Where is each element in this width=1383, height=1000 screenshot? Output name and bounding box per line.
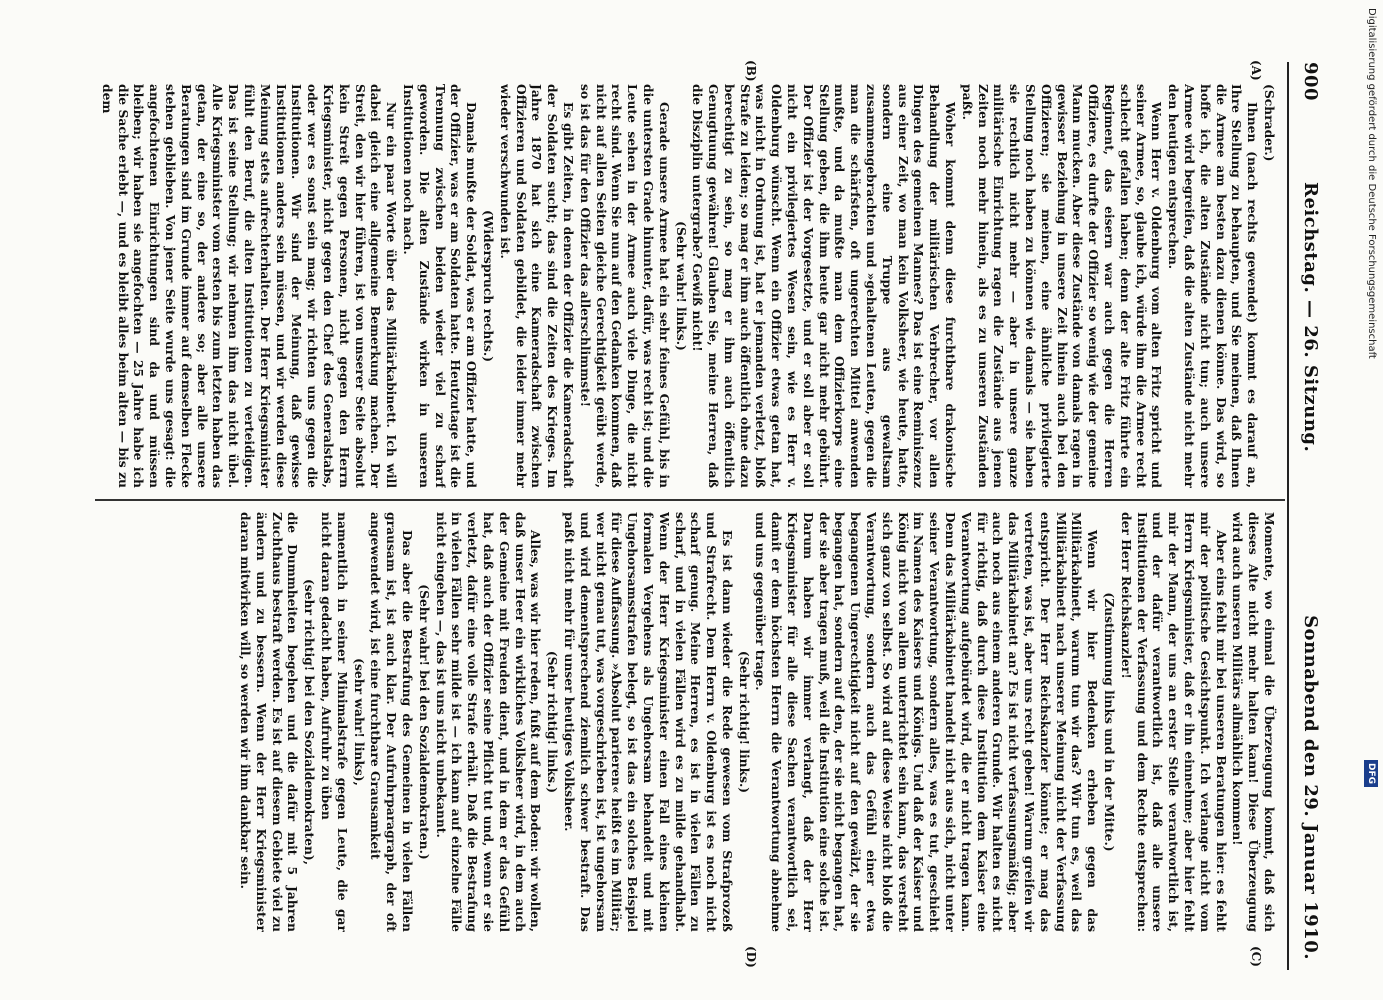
interjection: (Zustimmung links und in der Mitte.) — [1102, 592, 1118, 852]
paragraph: Nur ein paar Worte über das Militärkabinett. Ich will dabei gleich eine allgemeine Bemerkung machen. Der Streit, den wir hier führen, ist von unserer Seite absolut kein Streit gegen Personen, nicht gegen den Herrn Kriegsminister, nicht gegen den Chef des Generalstabs, oder wer es sonst sein mag; wir richten uns gegen die Institutionen. Wir sind der Meinung, daß gewisse Institutionen anders sein müssen, und wir werden diese Meinung stets aufrechterhalten. Der Herr Kriegsminister fühlt den Beruf, die alten Institutionen zu verteidigen. Das ist seine Stellung; wir nehmen ihm das nicht übel. Alle Kriegsminister vom ersten bis zum letzten haben das getan, der eine so, der andere so; aber alle unsere Beratungen sind im Grunde immer auf demselben Flecke stehen geblieben. Von jener Seite wurde uns gesagt: die angefochtenen Einrichtungen sind da und müssen bleiben; wir haben sie angefochten — 25 Jahre habe ich die Sache erlebt —, und es bleibt alles beim alten — bis zu dem — [99, 84, 400, 488]
digitization-credit — [1362, 8, 1380, 828]
paragraph: Momente, wo einmal die Überzeugung kommt, daß sich dieses Alte nicht mehr halten kann! Diese Überzeugung wird auch unseren Militärs allmählich kommen! — [1230, 512, 1277, 932]
margin-marker-a: (A) — [1249, 60, 1263, 81]
paragraph: die Dummheiten begehen und die dafür mit 5 Jahren Zuchthaus bestraft werden. Es ist auf diesem Gebiete viel zu ändern und zu bessern. Wenn der Herr Kriegsminister daran mitwirken will, so werden wir ihm dankbar sein. — [238, 512, 301, 932]
interjection: (sehr richtig! bei den Sozialdemokraten), — [302, 578, 318, 865]
paragraph: Das aber die Bestrafung des Gemeinen in vielen Fällen grausam ist, ist auch klar. Der Aufruhrparagraph, der oft angewendet wird, ist eine furchtbare Grausamkeit — [368, 512, 415, 932]
credit-text-wrapper — [1362, 8, 1380, 828]
speaker-name: (Schrader.) — [1262, 84, 1277, 162]
paragraph: Aber eins fehlt mir bei unseren Beratungen hier: es fehlt mir der politische Gesichtspunkt. Ich verlange nicht vom Herrn Kriegsminister, daß er ihn einnehme; aber hier fehlt mir der Mann, der uns an erster Stelle verantwortlich ist, und der dafür verantwortlich ist, daß alle unsere Institutionen der Verfassung und dem Rechte entsprechen: der Herr Reichskanzler! — [1118, 512, 1229, 932]
paragraph: Gerade unsere Armee hat ein sehr feines Gefühl, bis in die untersten Grade hinunter, dafür, was recht ist; und die Leute sehen in der Armee auch viele Dinge, die nicht recht sind. Wenn Sie nun auf den Gedanken kommen, daß nicht auf allen Seiten gleiche Gerechtigkeit geübt werde, so ist das für den Offizier das allerschlimmste! — [577, 84, 672, 488]
left-column — [95, 84, 1277, 488]
margin-marker-b: (B) — [744, 60, 758, 82]
paragraph: Alles, was wir hier reden, fußt auf dem Boden: wir wollen, daß unser Heer ein wirkliches Volksheer wird, in dem auch der Gemeine mit Freuden dient, und in dem er das Gefühl hat, daß auch der Offizier seine Pflicht tut und, wenn er sie verletzt, dafür eine volle Strafe erhält. Daß die Bestrafung in vielen Fällen sehr milde ist — ich kann auf einzelne Fälle nicht eingehen —, das ist uns nicht unbekannt. — [433, 512, 544, 932]
paragraph: Damals mußte der Soldat, was er am Offizier hatte, und der Offizier, was er am Soldaten hatte. Heutzutage ist die Trennung zwischen beiden wieder viel zu scharf geworden. Die alten Zustände wirken in unseren Institutionen noch nach. — [400, 84, 480, 488]
page-number: 900 — [1300, 62, 1321, 102]
session-date: Sonnabend den 29. Januar 1910. — [1300, 615, 1321, 960]
interjection: (Widerspruch rechts.) — [480, 209, 496, 363]
interjection: (Sehr richtig! links.) — [545, 650, 561, 794]
margin-marker-c: (C) — [1249, 946, 1263, 967]
dfg-logo: DFG — [1364, 760, 1378, 787]
credit-text: Digitalisierung gefördert durch die Deutsche Forschungsgemeinschaft — [1366, 8, 1377, 359]
running-title: Reichstag. — 26. Sitzung. — [1300, 182, 1321, 453]
right-column — [95, 512, 1277, 932]
margin-marker-d: (D) — [744, 946, 758, 968]
header-rule — [1287, 62, 1289, 970]
paragraph: Woher kommt denn diese furchtbare drakonische Behandlung der militärischen Verbrecher, vor allen Dingen des gemeinen Mannes? Das ist eine Reminiszenz aus einer Zeit, wo man kein Volksheer, wie heute, hatte, sondern eine Truppe aus gewaltsam zusammengebrachten und »gehaltenen Leuten, gegen die man die schärfsten, oft ungerechten Mittel anwenden mußte, und da mußte man dem Offizierkorps eine Stellung geben, die ihm heute gar nicht mehr gebührt. Der Offizier ist der Vorgesetzte, und er soll aber er soll nicht ein privilegiertes Wesen sein, wie es Herr v. Oldenburg wünscht. Wenn ein Offizier etwas getan hat, was nicht in Ordnung ist, hat er jemanden verletzt, bloß Strafe zu leiden; so mag er ihm auch öffentlich ohne dazu berechtigt zu sein, so mag er ihm auch öffentlich Genugtuung gewähren! Glauben Sie, meine Herren, daß die Disziplin untergrabe? Gewiß nicht! — [690, 84, 959, 488]
paragraph: Es gibt Zeiten, in denen der Offizier die Kameradschaft der Soldaten sucht; das sind die Zeiten des Krieges. Im Jahre 1870 hat sich eine Kameradschaft zwischen Offizieren und Soldaten gebildet, die leider immer mehr wieder verschwunden ist. — [497, 84, 576, 488]
interjection: (Sehr wahr! links.) — [673, 221, 689, 351]
paragraph: Wenn wir hier Bedenken erheben gegen das Militärkabinett, warum tun wir das? Wir tun es, weil das Militärkabinett nach unserer Meinung nicht der Verfassung entspricht. Der Herr Reichskanzler könnte; er mag das vertreten, was ist, aber uns recht geben! Warum greifen wir das Militärkabinett an? Es ist nicht verfassungsmäßig; aber auch noch aus einem anderen Grunde. Wir halten es nicht für richtig, daß durch diese Institution dem Kaiser eine Verantwortung aufgebürdet wird, die er nicht tragen kann. Denn das Militärkabinett handelt nicht aus sich, nicht unter seiner Verantwortung, sondern alles, was es tut, geschieht im Namen des Kaisers und Königs. Und daß der Kaiser und König nicht von allem unterrichtet sein kann, das versteht sich ganz von selbst. So wird auf diese Weise nicht bloß die Verantwortung, sondern auch das Gefühl einer etwa begangenen Ungerechtigkeit nicht auf den gewälzt, der sie begangen hat, sondern auf den, der sie nicht begangen hat, der sie aber tragen muß, weil die Institution eine solche ist. Darum haben wir immer verlangt, daß der Herr Kriegsminister für alle diese Sachen verantwortlich sei, damit er dem höchsten Herrn die Verantwortung abnehme und uns gegenüber trage. — [753, 512, 1101, 932]
interjection: (Sehr richtig! links.) — [736, 650, 752, 794]
column-divider — [95, 499, 1285, 501]
interjection: (sehr wahr! links), — [351, 658, 367, 786]
paragraph: namentlich in seiner Minimalstrafe gegen Leute, die gar nicht daran gedacht haben, Aufruhr zu üben — [318, 512, 350, 932]
paragraph: Wenn Herr v. Oldenburg vom alten Fritz spricht und seiner Armee, so, glaube ich, würde ihm die Armee recht schlecht gefallen haben; denn der alte Fritz führte ein Regiment, das eisern war auch gegen die Herren Offiziere, es durfte der Offizier so wenig wie der gemeine Mann mucken. Aber diese Zustände von damals ragen in gewisser Beziehung in unsere Zeit hinein auch bei den Offizieren; sie meinen, eine ähnliche privilegierte Stellung noch haben zu können wie damals — sie haben sie rechtlich nicht mehr — aber in unsere ganze militärische Einrichtung ragen die Zustände aus jenen Zeiten noch mehr hinein, als es zu unseren Zuständen paßt. — [959, 84, 1165, 488]
paragraph: Ihnen (nach rechts gewendet) kommt es darauf an, Ihre Stellung zu behaupten, und Sie meinen, daß Ihnen die Armee am besten dazu dienen könne. Das wird, so hoffe ich, die alten Zustände nicht tun; auch unsere Armee wird begreifen, daß die alten Zustände nicht mehr den heutigen entsprechen. — [1166, 84, 1261, 488]
page-header — [1291, 62, 1325, 970]
interjection: (Sehr wahr! bei den Sozialdemokraten.) — [416, 584, 432, 860]
paragraph: Es ist dann wieder die Rede gewesen vom Strafprozeß und Strafrecht. Dem Herrn v. Oldenburg ist es noch nicht scharf genug. Meine Herren, es ist in vielen Fällen zu scharf, und in vielen Fällen wird es zu milde gehandhabt. Wenn der Herr Kriegsminister einen Fall eines kleinen formalen Vergehens als Ungehorsam behandelt und mit Ungehorsamsstrafen belegt, so ist das ein solches Beispiel für diese Auffassung. »Absolut parieren« heißt es im Militär; wer nicht genau tut, was vorgeschrieben ist, ist ungehorsam und wird dementsprechend ziemlich schwer bestraft. Das paßt nicht mehr für unser heutiges Volksheer. — [561, 512, 735, 932]
